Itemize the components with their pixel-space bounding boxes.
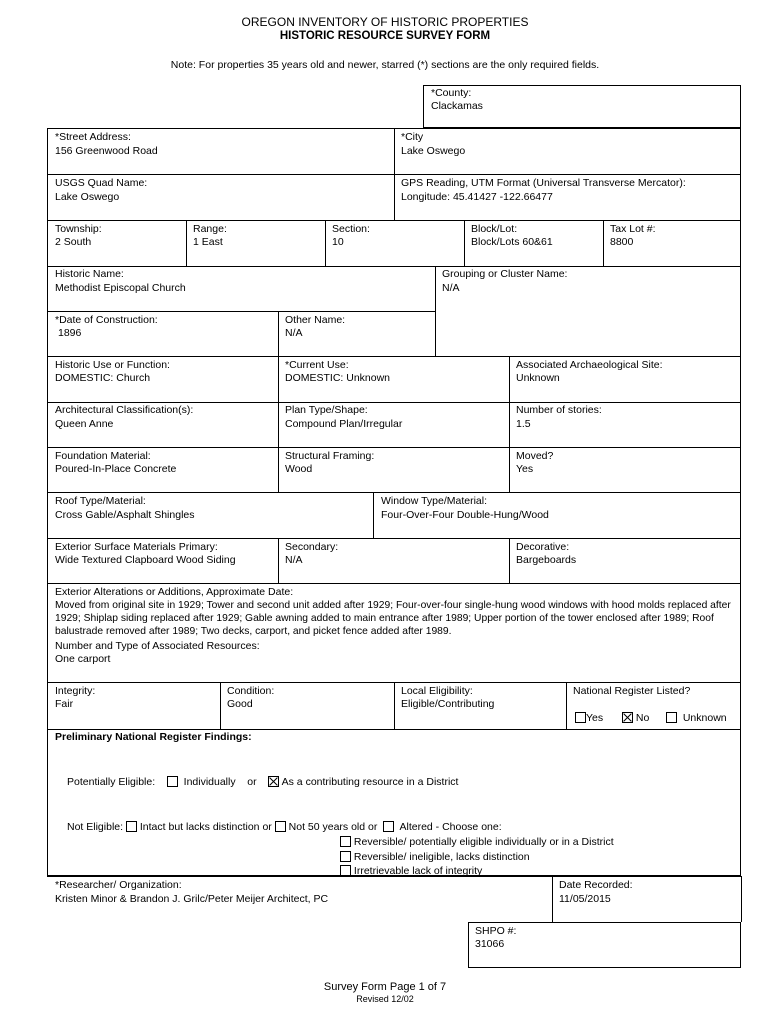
date-construction-value[interactable]: 1896 [58, 327, 82, 339]
block-label: Block/Lot: [471, 223, 518, 235]
roof-value[interactable]: Cross Gable/Asphalt Shingles [55, 509, 195, 521]
reversible-potential-label: Reversible/ potentially eligible individually or in a District [353, 836, 614, 848]
moved-value[interactable]: Yes [516, 463, 534, 475]
footer-page: Survey Form Page 1 of 7 [323, 981, 447, 993]
integrity-value[interactable]: Fair [55, 698, 74, 710]
footer-revised: Revised 12/02 [356, 994, 414, 1004]
alterations-label: Exterior Alterations or Additions, Approximate Date: [55, 586, 294, 598]
ext-secondary-label: Secondary: [285, 541, 339, 553]
gps-label: GPS Reading, UTM Format (Universal Transverse Mercator): [401, 177, 686, 189]
arch-class-value[interactable]: Queen Anne [55, 418, 114, 430]
checkbox-empty-icon[interactable] [167, 776, 178, 787]
resources-value[interactable]: One carport [55, 653, 111, 665]
row-divider [47, 356, 741, 357]
window-label: Window Type/Material: [381, 495, 488, 507]
stories-label: Number of stories: [516, 404, 602, 416]
researcher-label: *Researcher/ Organization: [55, 879, 182, 891]
nr-listed-label: National Register Listed? [573, 685, 691, 697]
ext-primary-value[interactable]: Wide Textured Clapboard Wood Siding [55, 554, 236, 566]
col-divider [464, 220, 465, 266]
checkbox-empty-icon[interactable] [275, 821, 286, 832]
stories-value[interactable]: 1.5 [516, 418, 531, 430]
shpo-label: SHPO #: [475, 925, 517, 937]
checkbox-empty-icon[interactable] [340, 851, 351, 862]
or-text: or [262, 821, 272, 833]
city-value[interactable]: Lake Oswego [401, 145, 466, 157]
ext-decorative-value[interactable]: Bargeboards [516, 554, 577, 566]
col-divider [435, 266, 436, 356]
taxlot-value[interactable]: 8800 [610, 236, 634, 248]
row-divider [47, 220, 741, 221]
date-construction-label: *Date of Construction: [55, 314, 158, 326]
checkbox-empty-icon[interactable] [666, 712, 677, 723]
researcher-value[interactable]: Kristen Minor & Brandon J. Grilc/Peter Meijer Architect, PC [55, 893, 329, 905]
framing-label: Structural Framing: [285, 450, 375, 462]
col-divider [741, 876, 742, 922]
not-eligible-label: Not Eligible: [67, 821, 124, 833]
col-divider [394, 128, 395, 220]
checkbox-checked-icon[interactable] [622, 712, 633, 723]
col-divider [509, 538, 510, 583]
block-value[interactable]: Block/Lots 60&61 [471, 236, 553, 248]
contributing-label: As a contributing resource in a District [281, 776, 459, 788]
grouping-label: Grouping or Cluster Name: [442, 268, 568, 280]
col-divider [186, 220, 187, 266]
nr-listed-yes[interactable] [575, 711, 603, 725]
foundation-label: Foundation Material: [55, 450, 151, 462]
potentially-eligible-label: Potentially Eligible: [67, 776, 156, 788]
checkbox-empty-icon[interactable] [383, 821, 394, 832]
form-title: OREGON INVENTORY OF HISTORIC PROPERTIES [241, 15, 529, 29]
historic-use-value[interactable]: DOMESTIC: Church [55, 372, 151, 384]
date-recorded-label: Date Recorded: [559, 879, 633, 891]
range-label: Range: [193, 223, 227, 235]
ext-decorative-label: Decorative: [516, 541, 570, 553]
row-divider [47, 583, 741, 584]
township-value[interactable]: 2 South [55, 236, 92, 248]
reversible-ineligible-option[interactable] [340, 850, 530, 864]
not-50-label: Not 50 years old [288, 821, 366, 833]
checkbox-empty-icon[interactable] [126, 821, 137, 832]
other-name-value[interactable]: N/A [285, 327, 303, 339]
col-divider [509, 356, 510, 492]
moved-label: Moved? [516, 450, 554, 462]
row-divider [47, 447, 741, 448]
range-value[interactable]: 1 East [193, 236, 223, 248]
integrity-label: Integrity: [55, 685, 96, 697]
street-value[interactable]: 156 Greenwood Road [55, 145, 158, 157]
col-divider [552, 876, 553, 922]
usgs-value[interactable]: Lake Oswego [55, 191, 120, 203]
arch-site-label: Associated Archaeological Site: [516, 359, 663, 371]
county-value[interactable]: Clackamas [431, 100, 483, 112]
ext-primary-label: Exterior Surface Materials Primary: [55, 541, 218, 553]
col-divider [394, 682, 395, 729]
row-divider [47, 492, 741, 493]
taxlot-label: Tax Lot #: [610, 223, 656, 235]
alterations-value[interactable]: Moved from original site in 1929; Tower and second unit added after 1929; Four-over-four single-hung wood windows with hood molds replaced after 1929; Shiplap siding replaced after 1929; Gable awning added to main entrance after 1989; Upper portion of the tower enclosed after 1989; Roof balustrade removed after 1989; Two decks, carport, and picket fence added after 1989. [55, 600, 731, 637]
roof-label: Roof Type/Material: [55, 495, 146, 507]
checkbox-empty-icon[interactable] [340, 865, 351, 876]
condition-label: Condition: [227, 685, 275, 697]
usgs-label: USGS Quad Name: [55, 177, 148, 189]
col-divider [278, 538, 279, 583]
potentially-eligible-row [67, 775, 458, 789]
section-value[interactable]: 10 [332, 236, 344, 248]
nr-listed-yes-label: Yes [586, 712, 604, 724]
reversible-potential-option[interactable] [340, 835, 614, 849]
date-recorded-value[interactable]: 11/05/2015 [559, 893, 611, 905]
nr-listed-no-label: No [635, 712, 650, 724]
col-divider [220, 682, 221, 729]
col-divider [603, 220, 604, 266]
col-divider [278, 311, 279, 492]
plan-type-label: Plan Type/Shape: [285, 404, 368, 416]
nr-listed-unknown[interactable] [666, 711, 727, 725]
nr-listed-no[interactable] [622, 711, 649, 725]
irretrievable-option[interactable] [340, 864, 482, 878]
condition-value[interactable]: Good [227, 698, 253, 710]
col-divider [325, 220, 326, 266]
row-divider [47, 402, 741, 403]
row-divider [47, 266, 741, 267]
col-divider [373, 492, 374, 538]
county-label: *County: [431, 87, 472, 99]
grouping-value[interactable]: N/A [442, 282, 460, 294]
nr-listed-unknown-label: Unknown [682, 712, 727, 724]
checkbox-checked-icon[interactable] [268, 776, 279, 787]
window-value[interactable]: Four-Over-Four Double-Hung/Wood [381, 509, 549, 521]
shpo-value[interactable]: 31066 [475, 938, 505, 950]
ext-secondary-value[interactable]: N/A [285, 554, 303, 566]
township-label: Township: [55, 223, 102, 235]
row-divider [47, 311, 435, 312]
foundation-value[interactable]: Poured-In-Place Concrete [55, 463, 177, 475]
city-label: *City [401, 131, 424, 143]
checkbox-empty-icon[interactable] [340, 836, 351, 847]
framing-value[interactable]: Wood [285, 463, 313, 475]
row-divider [47, 729, 741, 730]
or-text: or [247, 776, 257, 788]
checkbox-empty-icon[interactable] [575, 712, 586, 723]
not-eligible-row [67, 820, 502, 834]
form-note: Note: For properties 35 years old and newer, starred (*) sections are the only required fields. [170, 59, 600, 71]
gps-value[interactable]: Longitude: 45.41427 -122.66477 [401, 191, 553, 203]
irretrievable-label: Irretrievable lack of integrity [353, 865, 483, 877]
street-label: *Street Address: [55, 131, 131, 143]
intact-label: Intact but lacks distinction [139, 821, 260, 833]
historic-name-value[interactable]: Methodist Episcopal Church [55, 282, 186, 294]
form-subtitle: HISTORIC RESOURCE SURVEY FORM [279, 30, 491, 42]
reversible-ineligible-label: Reversible/ ineligible, lacks distinction [353, 851, 530, 863]
individually-label: Individually [183, 776, 236, 788]
row-divider [47, 538, 741, 539]
section-label: Section: [332, 223, 370, 235]
resources-label: Number and Type of Associated Resources: [55, 640, 260, 652]
historic-use-label: Historic Use or Function: [55, 359, 170, 371]
historic-name-label: Historic Name: [55, 268, 124, 280]
current-use-value[interactable]: DOMESTIC: Unknown [285, 372, 391, 384]
current-use-label: *Current Use: [285, 359, 349, 371]
or-text: or [368, 821, 378, 833]
findings-title: Preliminary National Register Findings: [55, 731, 252, 743]
local-eligibility-label: Local Eligibility: [401, 685, 473, 697]
col-divider [566, 682, 567, 729]
arch-site-value[interactable]: Unknown [516, 372, 560, 384]
other-name-label: Other Name: [285, 314, 346, 326]
local-eligibility-value[interactable]: Eligible/Contributing [401, 698, 495, 710]
arch-class-label: Architectural Classification(s): [55, 404, 194, 416]
altered-label: Altered - Choose one: [399, 821, 502, 833]
plan-type-value[interactable]: Compound Plan/Irregular [285, 418, 403, 430]
